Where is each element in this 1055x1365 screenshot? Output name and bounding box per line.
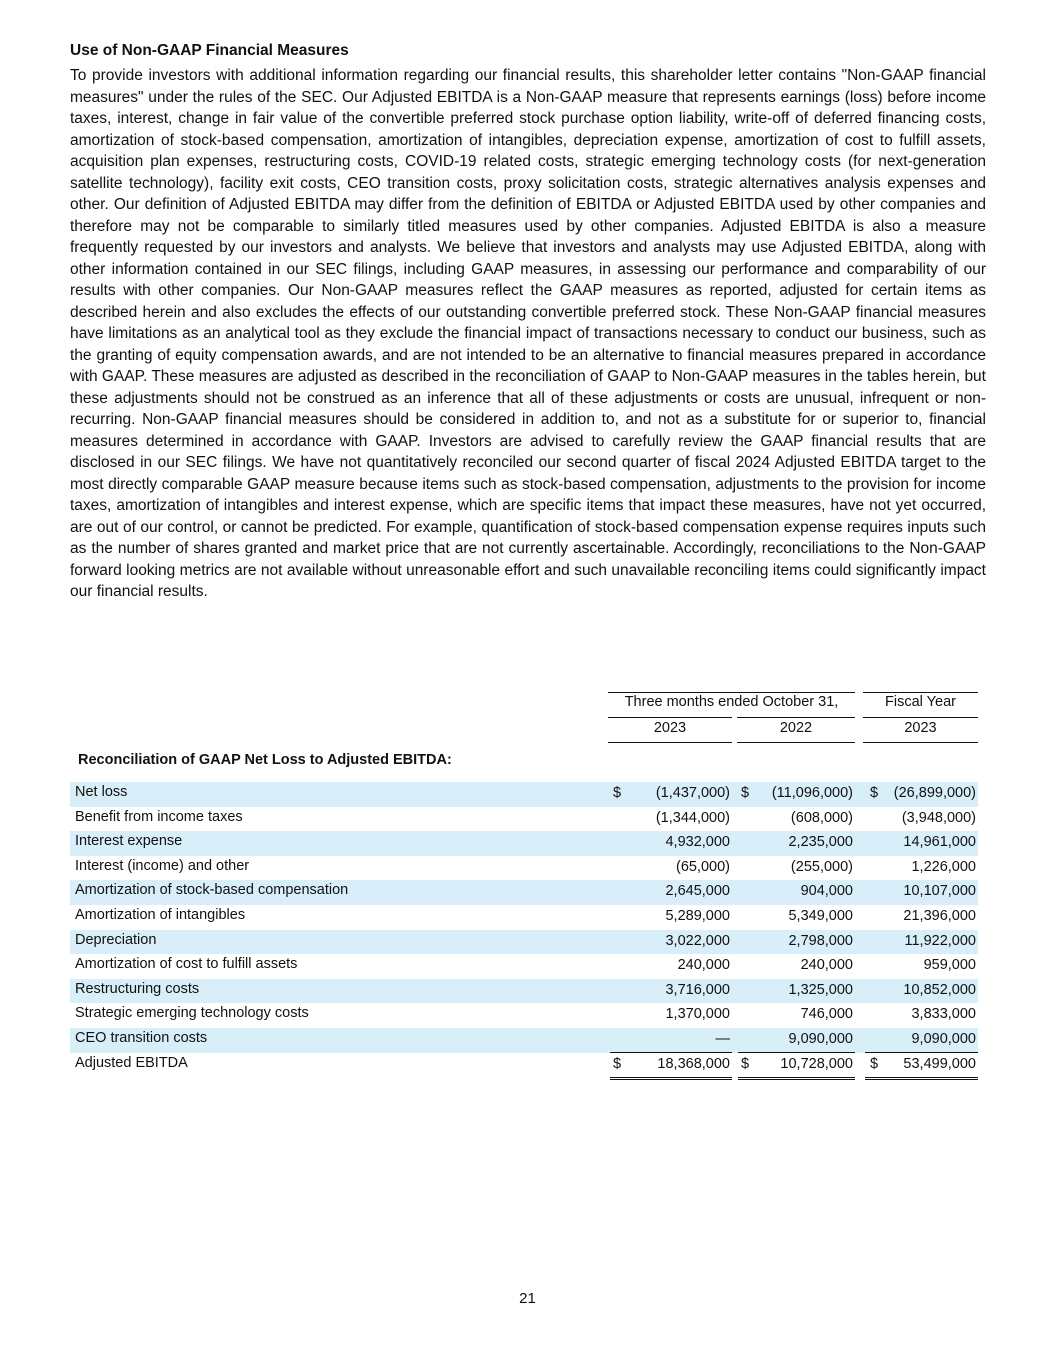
value-cell: (26,899,000) xyxy=(893,785,976,801)
value-cell: 2,798,000 xyxy=(788,932,853,949)
value-cell: 3,022,000 xyxy=(665,932,730,949)
value-cell: 11,922,000 xyxy=(904,932,976,949)
body-paragraph: To provide investors with additional information regarding our financial results, this shareholder letter contains "Non-GAAP financial measures" under the rules of the SEC. Our Adjusted EBITDA is a Non-GAAP measure that represents earnings (loss) before income taxes, interest, change in fair value of the convertible preferred stock purchase option liability, write-off of deferred financing costs, amortization of stock-based compensation, amortization of intangibles, depreciation expense, amortization of cost to fulfill assets, acquisition plan expenses, restructuring costs, COVID-19 related costs, strategic emerging technology costs (for next-generation satellite technology), facility exit costs, CEO transition costs, proxy solicitation costs, strategic alternatives analysis expenses and other. Our definition of Adjusted EBITDA may differ from the definition of EBITDA or Adjusted EBITDA used by other companies and therefore may not be comparable to similarly titled measures used by other companies. Adjusted EBITDA is also a measure frequently requested by our investors and analysts. We believe that investors and analysts may use Adjusted EBITDA, along with other information contained in our SEC filings, including GAAP measures, in assessing our performance and comparability of our results with other companies. Our Non-GAAP measures reflect the GAAP measures as reported, adjusted for certain items as described herein and also excludes the effects of our outstanding convertible preferred stock. These Non-GAAP financial measures have limitations as an analytical tool as they exclude the financial impact of transactions necessary to conduct our business, such as the granting of equity compensation awards, and are not intended to be an alternative to financial measures prepared in accordance with GAAP. These measures are adjusted as described in the reconciliation of GAAP to Non-GAAP measures in the tables herein, but these adjustments should not be construed as an inference that all of these adjustments or costs are unusual, infrequent or non-recurring. Non-GAAP financial measures should be considered in addition to, and not as a substitute for or superior to, financial measures determined in accordance with GAAP. Investors are advised to carefully review the GAAP financial results that are disclosed in our SEC filings. We have not quantitatively reconciled our second quarter of fiscal 2024 Adjusted EBITDA target to the most directly comparable GAAP measure because items such as stock-based compensation, adjustments to the provision for income taxes, amortization of intangibles and interest expense, which are specific items that impact these measures, have not yet occurred, are out of our control, or cannot be predicted. For example, quantification of stock-based compensation expense requires inputs such as the number of shares granted and market price that are not currently ascertainable. Accordingly, reconciliations to the Non-GAAP forward looking metrics are not available without unreasonable effort and such unavailable reconciling items could significantly impact our financial results. xyxy=(70,67,986,600)
total-double-rule-2 xyxy=(738,1077,855,1080)
row-label: CEO transition costs xyxy=(75,1029,208,1046)
table-row xyxy=(70,1003,978,1028)
value-cell: 14,961,000 xyxy=(903,834,976,851)
value-cell: 1,370,000 xyxy=(665,1006,730,1023)
table-row xyxy=(70,1028,978,1053)
row-label: Strategic emerging technology costs xyxy=(75,1005,309,1022)
row-label: Benefit from income taxes xyxy=(75,808,243,825)
value-cell: 3,833,000 xyxy=(911,1006,976,1023)
table-row xyxy=(70,880,978,905)
value-cell: (65,000) xyxy=(675,858,730,875)
table-row xyxy=(70,782,978,807)
value-cell: 240,000 xyxy=(677,957,730,974)
value-cell: 4,932,000 xyxy=(665,834,730,851)
table-row xyxy=(70,905,978,930)
year-header-3: 2023 xyxy=(904,720,937,736)
currency-symbol: $ xyxy=(870,785,879,801)
row-label: Amortization of stock-based compensation xyxy=(75,882,349,899)
value-cell: 746,000 xyxy=(800,1006,853,1023)
row-label: Net loss xyxy=(75,784,128,800)
year-header-2: 2022 xyxy=(779,720,813,736)
header-rule-bottom-1 xyxy=(608,742,732,743)
document-body xyxy=(70,40,986,603)
total-double-rule-3 xyxy=(865,1077,978,1080)
value-cell: 240,000 xyxy=(800,957,853,974)
table-row xyxy=(70,930,978,955)
row-label: Depreciation xyxy=(75,931,157,948)
value-cell: 18,368,000 xyxy=(657,1055,730,1072)
value-cell: 53,499,000 xyxy=(903,1055,976,1072)
year-header-1: 2023 xyxy=(653,720,687,736)
table-row xyxy=(70,856,978,881)
header-rule-bottom-2 xyxy=(737,742,855,743)
value-cell: 21,396,000 xyxy=(903,907,976,924)
value-cell: 5,289,000 xyxy=(665,907,730,924)
value-cell: (3,948,000) xyxy=(901,809,976,826)
value-cell: 2,645,000 xyxy=(665,883,730,900)
value-cell: (11,096,000) xyxy=(771,785,853,801)
value-cell: (255,000) xyxy=(790,858,853,875)
row-label: Amortization of cost to fulfill assets xyxy=(75,956,298,973)
value-cell: 1,226,000 xyxy=(911,858,976,875)
reconciliation-title: Reconciliation of GAAP Net Loss to Adjusted EBITDA: xyxy=(78,752,452,768)
value-cell: 1,325,000 xyxy=(788,981,853,998)
value-cell: 10,852,000 xyxy=(903,981,976,998)
value-cell: 2,235,000 xyxy=(788,834,853,851)
value-cell: (608,000) xyxy=(790,809,853,826)
value-cell: 10,728,000 xyxy=(780,1055,853,1072)
table-row xyxy=(70,954,978,979)
value-cell: 904,000 xyxy=(800,883,853,900)
currency-symbol: $ xyxy=(741,1055,750,1072)
total-double-rule-1 xyxy=(610,1077,732,1080)
table-row xyxy=(70,831,978,856)
header-rule-bottom-3 xyxy=(863,742,978,743)
value-cell: (1,437,000) xyxy=(655,785,730,801)
currency-symbol: $ xyxy=(741,785,750,801)
row-label: Interest (income) and other xyxy=(75,857,250,874)
value-cell: — xyxy=(715,1030,730,1047)
year-header-row xyxy=(70,716,978,742)
row-label: Restructuring costs xyxy=(75,980,200,997)
group-header-three-months: Three months ended October 31, xyxy=(624,694,839,710)
value-cell: 9,090,000 xyxy=(788,1030,853,1047)
currency-symbol: $ xyxy=(613,1055,622,1072)
reconciliation-table xyxy=(70,690,978,1072)
table-row xyxy=(70,807,978,832)
value-cell: 5,349,000 xyxy=(788,907,853,924)
value-cell: (1,344,000) xyxy=(655,809,730,826)
group-header-row xyxy=(70,690,978,716)
row-label: Adjusted EBITDA xyxy=(75,1054,188,1071)
section-heading: Use of Non-GAAP Financial Measures xyxy=(70,42,349,59)
value-cell: 3,716,000 xyxy=(665,981,730,998)
currency-symbol: $ xyxy=(870,1055,879,1072)
group-header-fiscal-year: Fiscal Year xyxy=(885,694,956,710)
value-cell: 9,090,000 xyxy=(911,1030,976,1047)
row-label: Amortization of intangibles xyxy=(75,906,246,923)
table-row-total xyxy=(70,1053,978,1078)
table-row xyxy=(70,979,978,1004)
value-cell: 10,107,000 xyxy=(903,883,976,900)
row-label: Interest expense xyxy=(75,833,183,850)
value-cell: 959,000 xyxy=(923,957,976,974)
page-number: 21 xyxy=(519,1290,536,1307)
table-body xyxy=(70,782,978,1077)
currency-symbol: $ xyxy=(613,785,622,801)
